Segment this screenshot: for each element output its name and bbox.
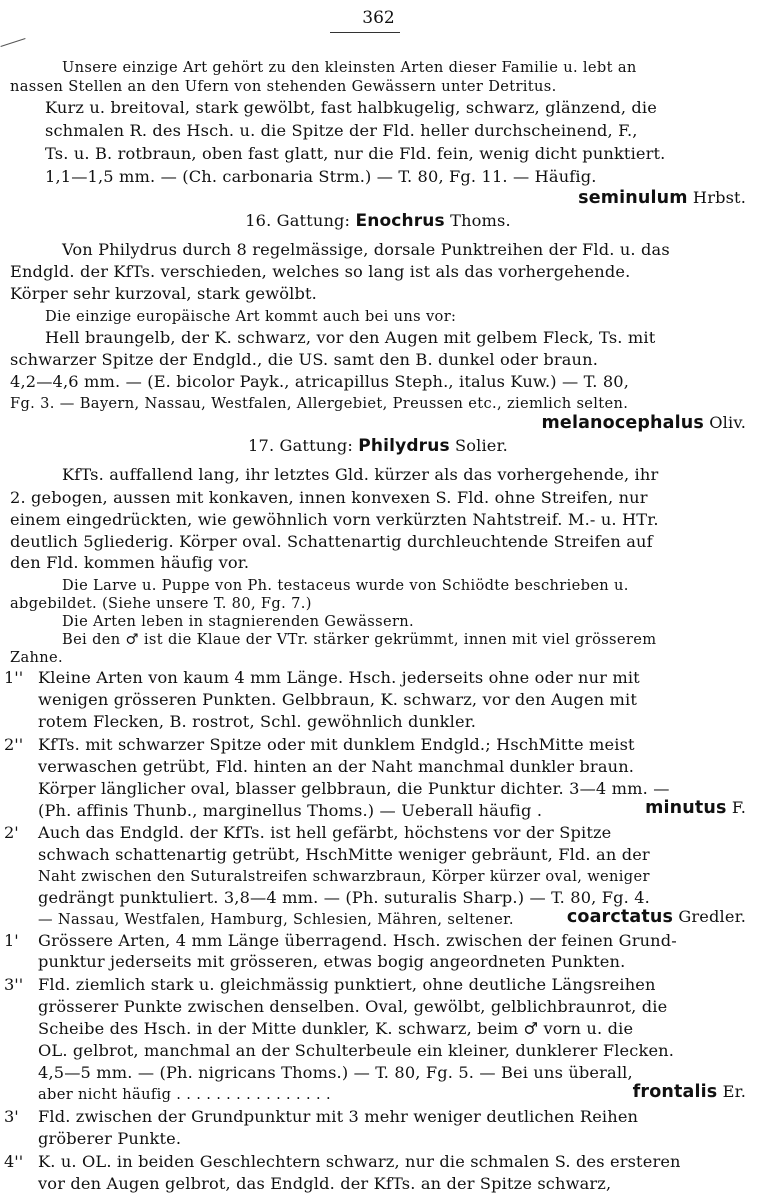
key-number: 3'' [4,975,24,994]
text-line: den Fld. kommen häufig vor. [10,553,250,572]
species-line [10,188,746,208]
text-line: Kurz u. breitoval, stark gewölbt, fast halbkugelig, schwarz, glänzend, die [45,98,657,117]
text-line: Unsere einzige Art gehört zu den kleinsten Arten dieser Familie u. lebt an [62,59,637,76]
text-line: Von Philydrus durch 8 regelmässige, dorsale Punktreihen der Fld. u. das [62,240,670,259]
text-line: Die Larve u. Puppe von Ph. testaceus wurde von Schiödte beschrieben u. [62,577,629,594]
text-line: punktur jederseits mit grösseren, etwas bogig angeordneten Punkten. [38,952,626,971]
corner-mark [0,38,25,47]
text-line: Die einzige europäische Art kommt auch bei uns vor: [45,308,457,325]
text-line: Zahne. [10,649,64,666]
text-line: (Ph. affinis Thunb., marginellus Thoms.) — Ueberall häufig . [38,801,543,820]
text-line: wenigen grösseren Punkten. Gelbbraun, K. schwarz, vor den Augen mit [38,690,638,709]
species-name: coarctatus [566,907,674,927]
text-line: vor den Augen gelbrot, das Endgld. der KfTs. an der Spitze schwarz, [38,1174,612,1193]
species-name: frontalis [632,1082,718,1102]
genus-name: Enochrus [355,211,445,231]
species-name: seminulum [578,188,688,208]
genus-heading [10,211,746,231]
species-author: Hrbst. [692,188,746,207]
text-line: gröberer Punkte. [38,1129,182,1148]
text-line: gedrängt punktuliert. 3,8—4 mm. — (Ph. suturalis Sharp.) — T. 80, Fg. 4. [38,888,650,907]
genus-author: Thoms. [450,211,511,230]
species-author: Gredler. [678,907,746,926]
page-number-rule [330,32,400,33]
species-line [10,907,746,927]
text-line: Fld. ziemlich stark u. gleichmässig punktiert, ohne deutliche Längsreihen [38,975,656,994]
text-line: einem eingedrückten, wie gewöhnlich vorn verkürzten Nahtstreif. M.- u. HTr. [10,510,659,529]
text-line: grösserer Punkte zwischen denselben. Oval, gewölbt, gelblichbraunrot, die [38,997,668,1016]
text-line: OL. gelbrot, manchmal an der Schulterbeule ein kleiner, dunklerer Flecken. [38,1041,675,1060]
species-line [10,798,746,818]
text-line: Kleine Arten von kaum 4 mm Länge. Hsch. jederseits ohne oder nur mit [38,668,640,687]
text-line: verwaschen getrübt, Fld. hinten an der Naht manchmal dunkler braun. [38,757,635,776]
text-line: Auch das Endgld. der KfTs. ist hell gefärbt, höchstens vor der Spitze [38,823,612,842]
key-number: 3' [4,1107,19,1126]
text-line: 4,5—5 mm. — (Ph. nigricans Thoms.) — T. 80, Fg. 5. — Bei uns überall, [38,1063,633,1082]
text-line: abgebildet. (Siehe unsere T. 80, Fg. 7.) [10,595,312,612]
key-number: 2'' [4,735,24,754]
text-line: KfTs. auffallend lang, ihr letztes Gld. kürzer als das vorhergehende, ihr [62,465,659,484]
text-line: rotem Flecken, B. rostrot, Schl. gewöhnlich dunkler. [38,712,477,731]
text-line: Hell braungelb, der K. schwarz, vor den Augen mit gelbem Fleck, Ts. mit [45,328,656,347]
text-line: Bei den ♂ ist die Klaue der VTr. stärker gekrümmt, innen mit viel grösserem [62,631,657,648]
text-line: 2. gebogen, aussen mit konkaven, innen konvexen S. Fld. ohne Streifen, nur [10,488,648,507]
text-line: Fg. 3. — Bayern, Nassau, Westfalen, Allergebiet, Preussen etc., ziemlich selten. [10,395,629,412]
text-line: 4,2—4,6 mm. — (E. bicolor Payk., atricapillus Steph., italus Kuw.) — T. 80, [10,372,630,391]
page-number: 362 [362,8,395,28]
species-author: F. [731,798,746,817]
text-line: — Nassau, Westfalen, Hamburg, Schlesien, Mähren, seltener. [38,911,514,928]
text-line: KfTs. mit schwarzer Spitze oder mit dunklem Endgld.; HschMitte meist [38,735,635,754]
text-line: 1,1—1,5 mm. — (Ch. carbonaria Strm.) — T. 80, Fg. 11. — Häufig. [45,167,597,186]
text-line: schwach schattenartig getrübt, HschMitte weniger gebräunt, Fld. an der [38,845,650,864]
key-number: 1' [4,931,19,950]
species-line [10,1082,746,1102]
text-line: K. u. OL. in beiden Geschlechtern schwarz, nur die schmalen S. des ersteren [38,1152,681,1171]
key-number: 2' [4,823,19,842]
genus-heading [10,436,746,456]
text-line: Endgld. der KfTs. verschieden, welches so lang ist als das vorhergehende. [10,262,631,281]
genus-prefix: 17. Gattung: [248,436,353,455]
species-author: Er. [722,1082,746,1101]
text-line: Ts. u. B. rotbraun, oben fast glatt, nur die Fld. fein, wenig dicht punktiert. [45,144,666,163]
key-number: 1'' [4,668,24,687]
species-name: minutus [645,798,727,818]
key-number: 4'' [4,1152,24,1171]
species-line [10,413,746,433]
text-line: nassen Stellen an den Ufern von stehenden Gewässern unter Detritus. [10,78,557,95]
text-line: Naht zwischen den Suturalstreifen schwarzbraun, Körper kürzer oval, weniger [38,868,650,885]
text-line: Körper länglicher oval, blasser gelbbraun, die Punktur dichter. 3—4 mm. — [38,779,670,798]
text-line: schwarzer Spitze der Endgld., die US. samt den B. dunkel oder braun. [10,350,599,369]
text-line: Grössere Arten, 4 mm Länge überragend. Hsch. zwischen der feinen Grund- [38,931,677,950]
genus-author: Solier. [455,436,508,455]
text-line: Körper sehr kurzoval, stark gewölbt. [10,284,317,303]
genus-prefix: 16. Gattung: [245,211,351,230]
species-author: Oliv. [709,413,746,432]
text-line: aber nicht häufig . . . . . . . . . . . . . . . . [38,1086,331,1103]
text-line: deutlich 5gliederig. Körper oval. Schattenartig durchleuchtende Streifen auf [10,532,653,551]
species-name: melanocephalus [541,413,704,433]
genus-name: Philydrus [358,436,450,456]
text-line: Die Arten leben in stagnierenden Gewässern. [62,613,415,630]
text-line: Scheibe des Hsch. in der Mitte dunkler, K. schwarz, beim ♂ vorn u. die [38,1019,634,1038]
text-line: Fld. zwischen der Grundpunktur mit 3 mehr weniger deutlichen Reihen [38,1107,639,1126]
text-line: schmalen R. des Hsch. u. die Spitze der Fld. heller durchscheinend, F., [45,121,638,140]
